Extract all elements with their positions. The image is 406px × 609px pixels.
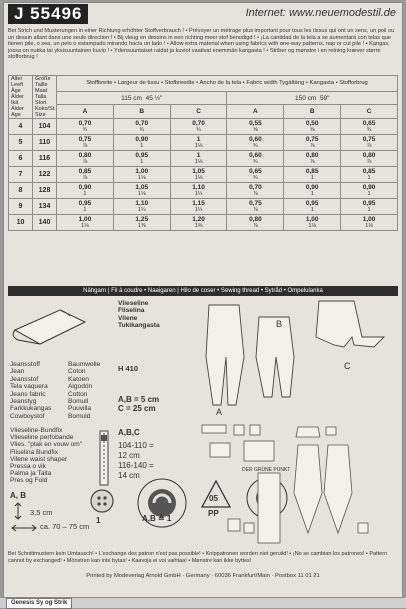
internet-address: Internet: www.neuemodestil.de [245, 7, 396, 19]
yards-value: 1⅛ [81, 223, 89, 229]
meters-value: 1,25 [135, 216, 149, 223]
yardage-cell [227, 183, 284, 199]
yards-value: 1⅜ [137, 223, 146, 229]
yardage-cell [57, 135, 114, 151]
yardage-cell [227, 151, 284, 167]
yardage-cell [284, 167, 341, 183]
yardage-cell [170, 199, 227, 215]
meters-value: 1,05 [135, 184, 149, 191]
view-column-1: B [113, 105, 170, 119]
green-dot-label: DER GRÜNE PUNKT [242, 467, 291, 473]
view-column-0: A [57, 105, 114, 119]
size-cell: 116 [33, 151, 57, 167]
yards-value: ¾ [253, 175, 258, 181]
button-count: 1 [96, 516, 101, 525]
ab-count: A,B ≙ 1 [142, 514, 172, 523]
yardage-cell [57, 167, 114, 183]
yardage-cell [57, 119, 114, 135]
meters-value: 0,80 [249, 216, 262, 223]
yards-value: ⅞ [253, 223, 258, 229]
printed-by: Printed by Modeverlag Arnold GmbH · Germany · 60036 Frankfurt/Main · Postbox 11 01 21 [86, 573, 320, 579]
size-cell: 134 [33, 199, 57, 215]
meters-value: 0,85 [78, 168, 92, 175]
age-cell: 6 [9, 151, 33, 167]
yardage-cell [341, 199, 398, 215]
yards-value: ⅞ [82, 143, 88, 149]
meters-value: 0,65 [362, 120, 376, 127]
yardage-cell [57, 151, 114, 167]
yardage-cell [113, 199, 170, 215]
yards-value: ¾ [139, 127, 145, 133]
age-cell: 9 [9, 199, 33, 215]
yardage-cell [284, 135, 341, 151]
table-row [9, 135, 398, 151]
button-icon [88, 487, 118, 517]
yards-value: ¾ [366, 127, 372, 133]
yards-value: 1⅛ [137, 191, 146, 197]
meters-value: 0,60 [249, 136, 262, 143]
yardage-cell [170, 183, 227, 199]
meters-value: 0,95 [305, 200, 319, 207]
table-row [9, 215, 398, 231]
meters-value: 0,70 [78, 120, 92, 127]
yardage-cell [284, 183, 341, 199]
yardage-cell [170, 135, 227, 151]
yardage-cell [57, 215, 114, 231]
yardage-cell [170, 151, 227, 167]
button-views: A, B [10, 491, 26, 500]
yards-value: 1¼ [137, 207, 146, 213]
age-cell: 4 [9, 119, 33, 135]
yards-value: 1 [310, 175, 314, 181]
meters-value: 1,00 [78, 216, 92, 223]
meters-value: 0,70 [192, 120, 205, 127]
age-cell: 5 [9, 135, 33, 151]
yardage-cell [113, 151, 170, 167]
size-cell: 110 [33, 135, 57, 151]
yards-value: 1¼ [194, 191, 203, 197]
yards-value: ⅞ [309, 143, 315, 149]
yards-value: 1 [140, 159, 144, 165]
table-row [9, 183, 398, 199]
yardage-cell [113, 167, 170, 183]
meters-value: 1,00 [362, 216, 376, 223]
h410-label: H 410 [118, 364, 139, 373]
yardage-cell [284, 151, 341, 167]
yards-value: ⅞ [82, 159, 88, 165]
yardage-cell [227, 167, 284, 183]
yards-value: ¾ [196, 127, 201, 133]
interfacing-list: Vlieseline Fliselina Vilene Tukikangasta [118, 300, 160, 330]
fabric-warning-text: Bei Strich und Musterungen in einer Richtung erhöhter Stoffverbrauch ! • Prévoyer un métrage plus important pour tous les tissus qui ont un sens, un poil ou un dessin allant dans une seule direction ! • Bij vleug en dessins in een richting meer stof benodigd ! • ¡La cantidad de la tela a se aumentará con telas que tienen pile, o sea, un pelo o estampado mirando hacia un lado ! • Allow extra material when using fabrics with one-way patterns, nap or cut pile ! • Kangas, jossa on nukka tai yksisuuntainen kuvio ! • Ydensuuntaiset raidat ja kuviot vaativat enemmän kangasta ! • Striber og mønstre i en retning kræver større stofforbrug ! [8, 28, 395, 61]
yardage-cell [113, 183, 170, 199]
recycle-code: PP [208, 509, 219, 517]
meters-value: 1,00 [135, 168, 149, 175]
footer-exchange-text: Bei Schnittmustern kein Umtausch! • L'exchange des patron n'est pas possible! • Knippatronen worden niet geruild! • ¡No se cambian los patrones! • Pattern cannot by exchanged! • Mönstren kan inte bytas! • Kaavoja ei voi vaihtaa! • Mønstre kan ikke byttes! [8, 551, 388, 564]
meters-value: 0,75 [78, 136, 92, 143]
view-label-b: B [276, 319, 283, 329]
view-label-c: C [344, 361, 351, 371]
yards-value: ¾ [253, 143, 258, 149]
header [4, 3, 402, 25]
fabric-list-right: Baumwolle Coton Katoen Algodón Cotton Bomull Puuvilla Bomuld [68, 361, 101, 420]
yards-value: ⅞ [366, 143, 372, 149]
yardage-cell [170, 167, 227, 183]
meters-value: 0,90 [305, 184, 319, 191]
button-size: 3,5 cm [30, 508, 53, 517]
yardage-cell [57, 199, 114, 215]
size-cell: 122 [33, 167, 57, 183]
meters-value: 1,05 [192, 168, 205, 175]
yards-value: 1⅛ [365, 223, 373, 229]
yards-value: 1 [367, 207, 371, 213]
pattern-envelope-back [3, 2, 403, 598]
pattern-pieces-diagram [198, 423, 398, 549]
yards-value: ¾ [82, 127, 88, 133]
yardage-cell [113, 135, 170, 151]
green-dot-icon [132, 473, 192, 533]
meters-value: 0,75 [362, 136, 376, 143]
meters-value: 0,95 [135, 152, 149, 159]
meters-value: 0,60 [249, 152, 262, 159]
zipper-icon [96, 429, 112, 487]
meters-value: 0,75 [305, 136, 319, 143]
yardage-cell [341, 183, 398, 199]
meters-value: 0,90 [78, 184, 92, 191]
yards-value: 1 [367, 191, 371, 197]
yards-value: 1 [310, 207, 314, 213]
trouser-views [194, 297, 394, 417]
table-row [9, 151, 398, 167]
width-150-label: 150 cm 59" [227, 91, 398, 105]
yardage-cell [170, 215, 227, 231]
yardage-rows [9, 119, 398, 231]
yardage-cell [227, 199, 284, 215]
yardage-cell [341, 151, 398, 167]
size-cell: 128 [33, 183, 57, 199]
meters-value: 0,80 [362, 152, 376, 159]
yardage-cell [170, 119, 227, 135]
zip-views: A,B,C [118, 428, 140, 437]
yards-value: 1⅛ [308, 223, 317, 229]
meters-value: 1 [196, 152, 201, 159]
interfacing-measure: A,B = 5 cm C = 25 cm [118, 395, 160, 413]
yards-value: 1⅛ [194, 143, 203, 149]
store-label: Genesis Sy og Strik [6, 598, 72, 609]
meters-value: 1,00 [305, 216, 319, 223]
yards-value: 1⅛ [194, 159, 203, 165]
yards-value: 1⅛ [194, 175, 203, 181]
yardage-cell [341, 135, 398, 151]
size-header: Größe Taille Maat Talla Storl. Koko/St. Size [33, 76, 57, 119]
yardage-cell [341, 215, 398, 231]
meters-value: 0,50 [305, 120, 319, 127]
length-arrow-icon [10, 523, 40, 533]
yardage-cell [284, 199, 341, 215]
meters-value: 0,70 [249, 184, 262, 191]
age-header: Alter Leeft Âge Âlder Ikä Alder Age [9, 76, 33, 119]
meters-value: 0,85 [305, 168, 319, 175]
meters-value: 1 [196, 136, 201, 143]
meters-value: 0,80 [305, 152, 319, 159]
yards-value: ⅞ [82, 175, 88, 181]
yardage-table [8, 75, 398, 231]
size-cell: 140 [33, 215, 57, 231]
yards-value: ⅞ [253, 207, 258, 213]
yardage-cell [227, 135, 284, 151]
meters-value: 1,20 [192, 216, 205, 223]
yards-value: 1⅜ [194, 223, 203, 229]
yards-value: ⅞ [253, 191, 258, 197]
view-column-5: C [341, 105, 398, 119]
sewing-thread-band: Nähgarn | Fil à coudre • Naaigaren | Hilo de coser • Sewing thread • Sytråd • Ompelulanka [8, 286, 398, 296]
yardage-cell [57, 183, 114, 199]
width-115-label: 115 cm 45 ½" [57, 91, 227, 105]
fabric-list-left: Jeansstoff Jean Jeansstof Tela vaquera Jeans fabric Jeanstyg Farkkukangas Cowboystof [10, 361, 52, 420]
pattern-code: J 55496 [8, 4, 88, 24]
yardage-cell [284, 119, 341, 135]
yards-value: 1¼ [194, 207, 203, 213]
yardage-cell [284, 215, 341, 231]
yards-value: ¾ [253, 159, 258, 165]
fabric-width-header: Stoffbreite • Largeur de tissu • Stofbreedte • Ancho de la tela • Fabric width Tygältäng • Kangasta • Stofforbrug [57, 76, 398, 92]
yards-value: 1 [310, 191, 314, 197]
yards-value: ⅝ [309, 127, 315, 133]
view-column-2: C [170, 105, 227, 119]
table-row [9, 199, 398, 215]
meters-value: 0,55 [249, 120, 262, 127]
view-label-a: A [216, 407, 223, 417]
yardage-cell [341, 119, 398, 135]
age-cell: 10 [9, 215, 33, 231]
button-note: ca. 70 – 75 cm [40, 522, 90, 531]
yards-value: 1 [367, 175, 371, 181]
table-row [9, 167, 398, 183]
meters-value: 1,15 [192, 200, 205, 207]
size-cell: 104 [33, 119, 57, 135]
yards-value: ⅞ [309, 159, 315, 165]
meters-value: 0,85 [362, 168, 376, 175]
yards-value: 1⅛ [137, 175, 146, 181]
view-header-row [9, 105, 398, 119]
meters-value: 0,90 [135, 136, 149, 143]
view-column-3: A [227, 105, 284, 119]
yards-value: ⅝ [253, 127, 258, 133]
meters-value: 0,80 [78, 152, 92, 159]
table-row [9, 119, 398, 135]
yardage-cell [341, 167, 398, 183]
meters-value: 0,75 [249, 200, 262, 207]
age-cell: 8 [9, 183, 33, 199]
recycle-number: 05 [209, 494, 218, 503]
meters-value: 1,10 [135, 200, 149, 207]
yards-value: 1 [140, 143, 144, 149]
meters-value: 0,70 [135, 120, 149, 127]
meters-value: 0,95 [362, 200, 376, 207]
yardage-cell [113, 215, 170, 231]
yardage-cell [227, 215, 284, 231]
meters-value: 1,10 [192, 184, 205, 191]
yards-value: 1 [83, 207, 87, 213]
meters-value: 0,65 [249, 168, 262, 175]
yards-value: ⅞ [366, 159, 372, 165]
age-cell: 7 [9, 167, 33, 183]
yardage-cell [227, 119, 284, 135]
waistband-list: Vlieseline-Bundfix Vlieseline perfobande Vlies. "plak en vouw om" Fliselina Bundfix Vilene waist shaper Pressa o vik Palma ja Taita Pres og Fold [10, 427, 83, 485]
fabric-illustration [10, 300, 90, 350]
meters-value: 0,90 [362, 184, 376, 191]
store-label-bar [0, 598, 406, 608]
yardage-cell [113, 119, 170, 135]
yards-value: 1 [83, 191, 87, 197]
button-size-arrow-icon [10, 501, 30, 521]
meters-value: 0,95 [78, 200, 92, 207]
view-column-4: B [284, 105, 341, 119]
zip-lengths: 104-110 = 12 cm 116-140 = 14 cm [118, 441, 154, 480]
